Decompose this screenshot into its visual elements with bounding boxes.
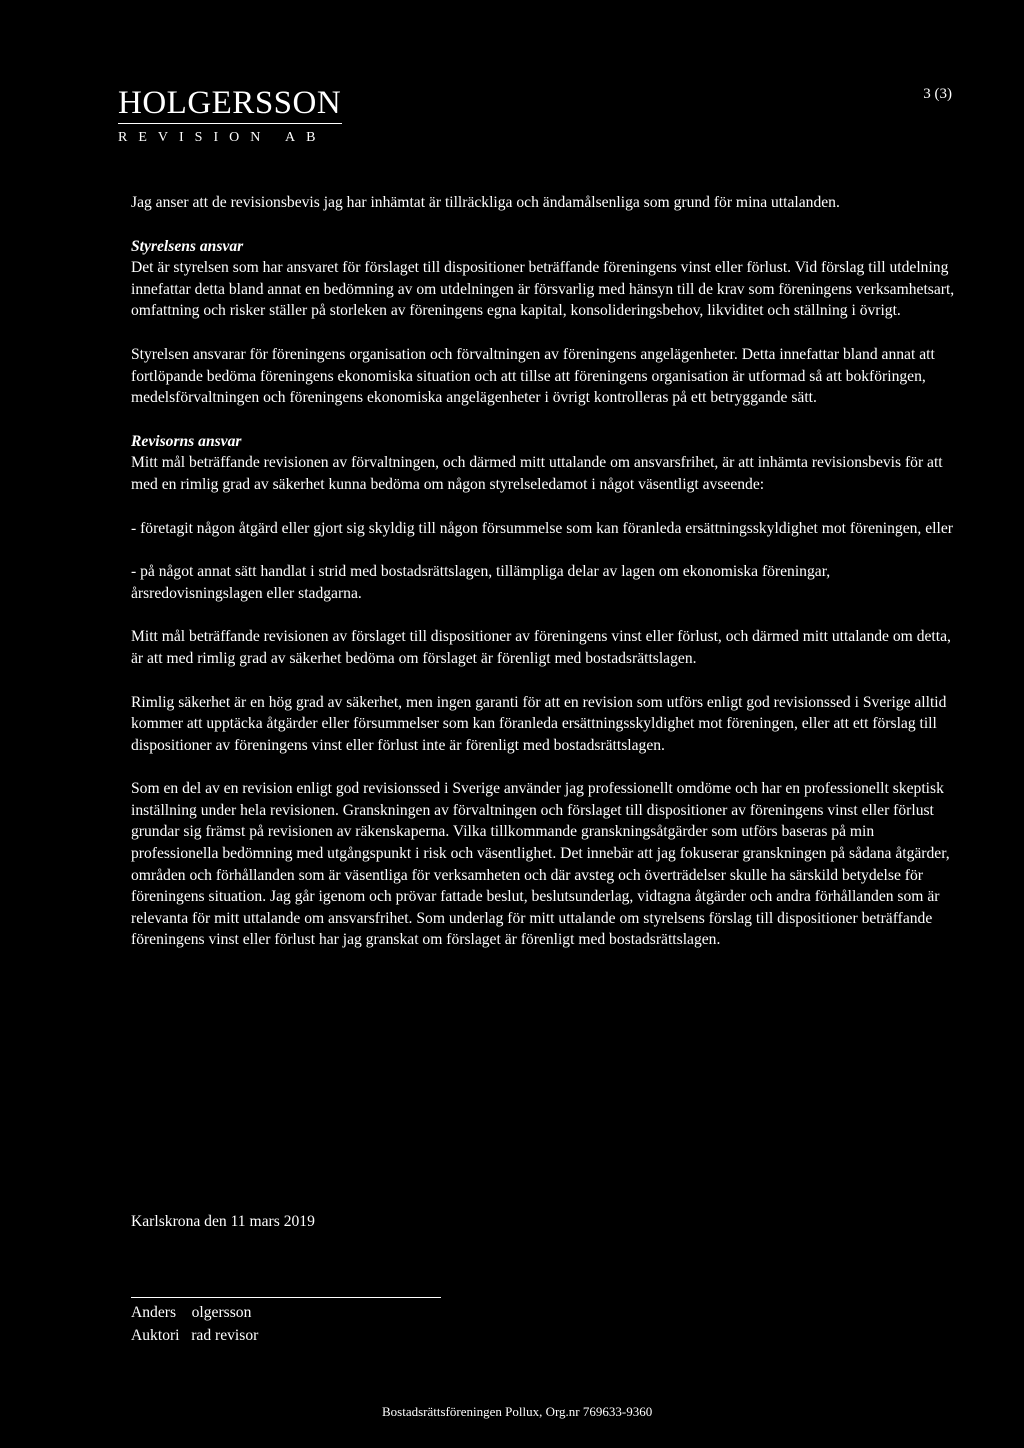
section-heading-board: Styrelsens ansvar bbox=[131, 237, 244, 255]
signing-place-date: Karlskrona den 11 mars 2019 bbox=[131, 1213, 315, 1230]
signer-title: Auktori rad revisor bbox=[131, 1327, 259, 1344]
section-heading-auditor: Revisorns ansvar bbox=[131, 432, 242, 450]
letterhead-logo bbox=[118, 84, 360, 148]
board-paragraph-2: Styrelsen ansvarar för föreningens organisation och förvaltningen av föreningens angelägenheter. Detta innefattar bland annat att fortlöpande bedöma föreningens ekonomiska situation och att tillse att föreningens organisation är utformad så att bokföringen, medelsförvaltningen och föreningens ekonomiska angelägenheter i övrigt kontrolleras på ett betryggande sätt. bbox=[131, 345, 935, 407]
auditor-paragraph-3: Rimlig säkerhet är en hög grad av säkerhet, men ingen garanti för att en revision som utförs enligt god revisionssed i Sverige alltid kommer att upptäcka åtgärder eller försummelser som kan föranleda ersättningsskyldighet mot föreningen, eller att ett förslag till dispositioner av föreningens vinst eller förlust inte är förenligt med bostadsrättslagen. bbox=[131, 693, 947, 754]
signer-block bbox=[131, 1301, 258, 1347]
document-body bbox=[131, 192, 961, 951]
intro-paragraph: Jag anser att de revisionsbevis jag har inhämtat är tillräckliga och ändamålsenliga som grund för mina uttalanden. bbox=[131, 194, 840, 211]
auditor-paragraph-2: Mitt mål beträffande revisionen av förslaget till dispositioner av föreningens vinst eller förlust, och därmed mitt uttalande om detta, är att med rimlig grad av säkerhet bedöma om förslaget är förenligt med bostadsrättslagen. bbox=[131, 628, 951, 667]
logo-divider bbox=[118, 123, 342, 124]
page-footer: Bostadsrättsföreningen Pollux, Org.nr 769633-9360 bbox=[382, 1404, 653, 1419]
signature-line bbox=[131, 1297, 441, 1298]
company-subtitle: REVISION AB bbox=[118, 130, 327, 145]
auditor-paragraph-4: Som en del av en revision enligt god revisionssed i Sverige använder jag professionellt omdöme och har en professionellt skeptisk inställning under hela revisionen. Granskningen av förvaltningen och förslaget till dispositioner av föreningens vinst eller förlust grundar sig främst på revisionen av räkenskaperna. Vilka tillkommande granskningsåtgärder som utförs baseras på min professionella bedömning med utgångspunkt i risk och väsentlighet. Det innebär att jag fokuserar granskningen på sådana åtgärder, områden och förhållanden som är väsentliga för verksamheten och där avsteg och överträdelser skulle ha särskild betydelse för föreningens situation. Jag går igenom och prövar fattade beslut, beslutsunderlag, vidtagna åtgärder och andra förhållanden som är relevanta för mitt uttalande om ansvarsfrihet. Som underlag för mitt uttalande om styrelsens förslag till dispositioner beträffande föreningens vinst eller förlust har jag granskat om förslaget är förenligt med bostadsrättslagen. bbox=[131, 780, 950, 949]
company-name: HOLGERSSON bbox=[118, 85, 342, 121]
bullet-item-1: - företagit någon åtgärd eller gjort sig skyldig till någon försummelse som kan föranleda ersättningsskyldighet mot föreningen, eller bbox=[131, 519, 953, 537]
bullet-item-2: - på något annat sätt handlat i strid med bostadsrättslagen, tillämpliga delar av lagen om ekonomiska föreningar, årsredovisningslagen eller stadgarna. bbox=[131, 563, 831, 602]
auditor-paragraph-1: Mitt mål beträffande revisionen av förvaltningen, och därmed mitt uttalande om ansvarsfrihet, är att inhämta revisionsbevis för att med en rimlig grad av säkerhet kunna bedöma om någon styrelseledamot i något väsentligt avseende: bbox=[131, 454, 943, 493]
page-number: 3 (3) bbox=[923, 86, 952, 102]
board-paragraph-1: Det är styrelsen som har ansvaret för förslaget till dispositioner beträffande föreningens vinst eller förlust. Vid förslag till utdelning innefattar detta bland annat en bedömning av om utdelningen är försvarlig med hänsyn till de krav som föreningens verksamhetsart, omfattning och risker ställer på storleken av föreningens egna kapital, konsolideringsbehov, likviditet och ställning i övrigt. bbox=[131, 259, 955, 320]
signer-name: Anders olgersson bbox=[131, 1304, 252, 1321]
